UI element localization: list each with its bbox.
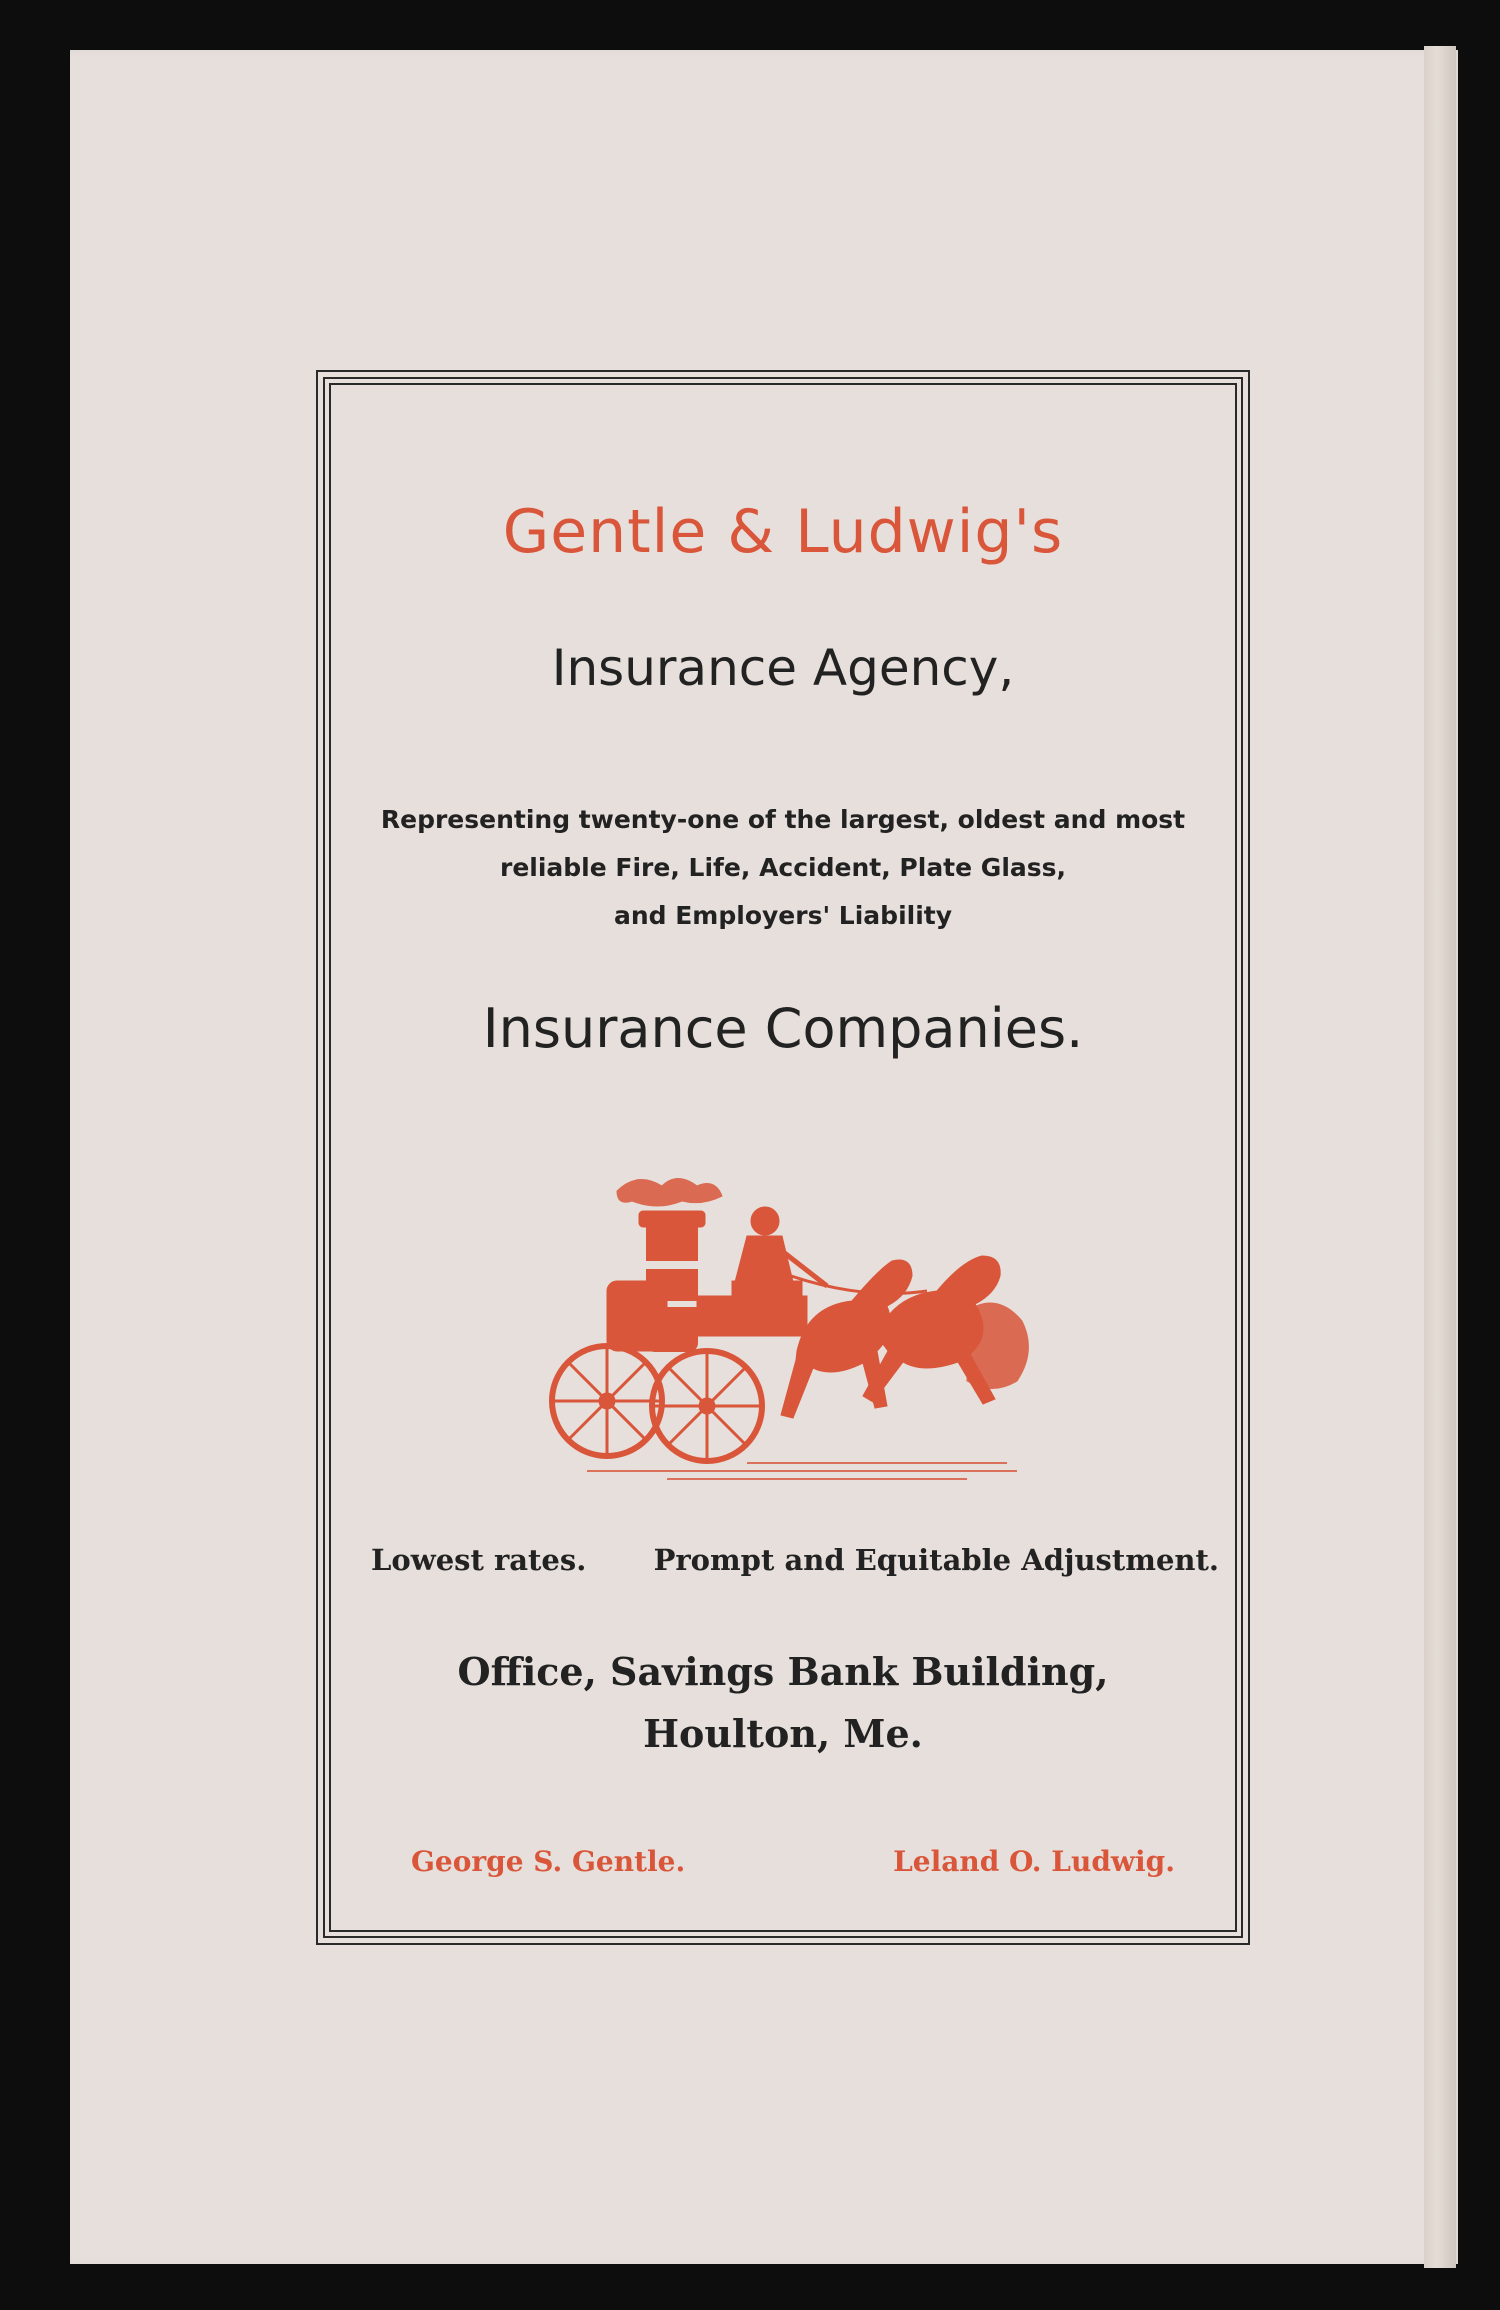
page-edge	[1424, 46, 1456, 2268]
advertisement-border	[316, 370, 1250, 1945]
signature-george-gentle: George S. Gentle.	[411, 1845, 686, 1878]
signature-leland-ludwig: Leland O. Ludwig.	[893, 1845, 1175, 1878]
firm-name: Gentle & Ludwig's	[502, 497, 1064, 567]
office-address-line-1: Office, Savings Bank Building,	[457, 1649, 1109, 1694]
companies-heading: Insurance Companies.	[482, 997, 1084, 1060]
slogan-lowest-rates: Lowest rates.	[371, 1543, 587, 1577]
description-line-3: and Employers' Liability	[613, 901, 953, 930]
office-address-line-2: Houlton, Me.	[643, 1711, 923, 1756]
document-page	[70, 50, 1458, 2264]
description-line-2: reliable Fire, Life, Accident, Plate Glass,	[499, 853, 1067, 882]
description-line-1: Representing twenty-one of the largest, oldest and most	[380, 805, 1186, 834]
agency-subtitle: Insurance Agency,	[551, 639, 1015, 697]
horse-drawn-fire-engine-icon	[547, 1161, 1037, 1491]
advertisement-content	[329, 383, 1237, 1932]
slogan-prompt-adjustment: Prompt and Equitable Adjustment.	[653, 1543, 1219, 1577]
